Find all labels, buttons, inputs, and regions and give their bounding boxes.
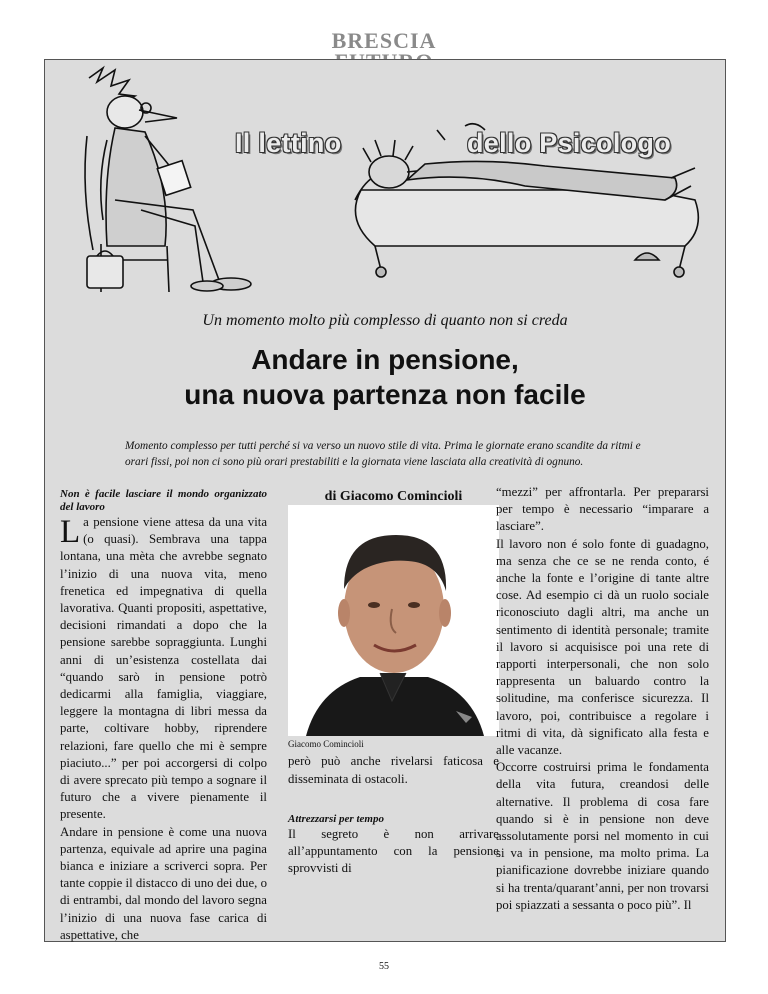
text-column-3 <box>496 484 709 914</box>
cartoon-illustration <box>45 60 725 300</box>
section-title-word-1: Il lettino <box>235 128 342 158</box>
column-2-paragraph-2: Il segreto è non arrivare all’appuntamento con la pensione sprovvisti di <box>288 826 499 876</box>
masthead-line-1: BRESCIA <box>331 28 437 53</box>
article-kicker: Un momento molto più complesso di quanto non si creda <box>202 312 568 329</box>
author-photo <box>288 505 499 736</box>
text-column-1 <box>60 488 267 944</box>
column-3-paragraph-2: Il lavoro non é solo fonte di guadagno, ma senza che ce se ne renda conto, é anche la fonte e l’origine di tante altre cose. Ad esempio ci dà un ruolo sociale riconosciuto dagli altri, ma anche un sentimento di identità personale; tramite il lavoro si acquisisce poi una rete di rapporti interpersonali, che non solo rappresenta un baluardo contro la solitudine, ma conferisce sicurezza. Il lavoro, poi, contribuisce a regolare i ritmi di vita, dà significato alla festa e alle vacanze. <box>496 536 709 758</box>
column-2-subhead: Attrezzarsi per tempo <box>288 812 384 825</box>
column-1-subhead: Non è facile lasciare il mondo organizzato del lavoro <box>60 488 267 513</box>
drop-cap: L <box>60 514 81 550</box>
article-standfirst: Momento complesso per tutti perché si va verso un nuovo stile di vita. Prima le giornate erano scandite da ritmi e orari fissi, poi non ci sono più orari prestabiliti e la giornata viene lasciata alla creatività di ognuno. <box>125 440 641 468</box>
page-number: 55 <box>379 961 389 972</box>
headline-line-1: Andare in pensione, <box>251 344 519 375</box>
column-1-paragraph-2: Andare in pensione è come una nuova partenza, equivale ad aprire una pagina bianca e iniziare a scriverci sopra. Per tante coppie il distacco di uno dei due, o di entrambi, dal mondo del lavoro segna l’inizio di una nuova fase carica di aspettative, che <box>60 824 267 942</box>
column-1-paragraph-1: a pensione viene attesa da una vita (o quasi). Sembrava una tappa lontana, una mèta che avrebbe segnato l’inizio di una nuova vita, meno frenetica ed impegnativa di quella lavorativa. Quanti propositi, aspettative, decisioni rimandati a dopo che la pensione sarebbe sopraggiunta. Lunghi anni di un’esistenza costellata dai “quando sarò in pensione potrò dedicarmi alla famiglia, viaggiare, leggere la montagna di libri messa da parte, coltivare hobby, riprendere relazioni, fare quello che mi è sempre piaciuto...” per poi accorgersi di colpo di avere sprecato più tempo a sognare il futuro che a vivere pienamente il presente. <box>60 515 267 822</box>
column-3-paragraph-1: “mezzi” per affrontarla. Per prepararsi per tempo è necessario “imparare a lasciare”. <box>496 485 709 534</box>
column-3-paragraph-3: Occorre costruirsi prima le fondamenta della vita futura, creandosi delle alternative. Il problema di cosa fare quando si è in pensione non deve assolutamente porsi nel momento in cui si va in pensione, ma molto prima. La pianificazione dovrebbe iniziare quando si ha trenta/quarant’anni, per non trovarsi poi spiazzati a sessanta o poco più”. Il <box>496 760 709 912</box>
section-title-word-2: dello Psicologo <box>467 128 672 158</box>
author-byline: di Giacomo Comincioli <box>324 489 463 504</box>
article-headline <box>45 342 725 412</box>
article-frame <box>44 59 726 942</box>
column-2-paragraph-1: però può anche rivelarsi faticosa e disseminata di ostacoli. <box>288 754 499 786</box>
text-column-2 <box>288 488 499 877</box>
headline-line-2: una nuova partenza non facile <box>184 379 586 410</box>
photo-caption: Giacomo Comincioli <box>288 739 364 750</box>
